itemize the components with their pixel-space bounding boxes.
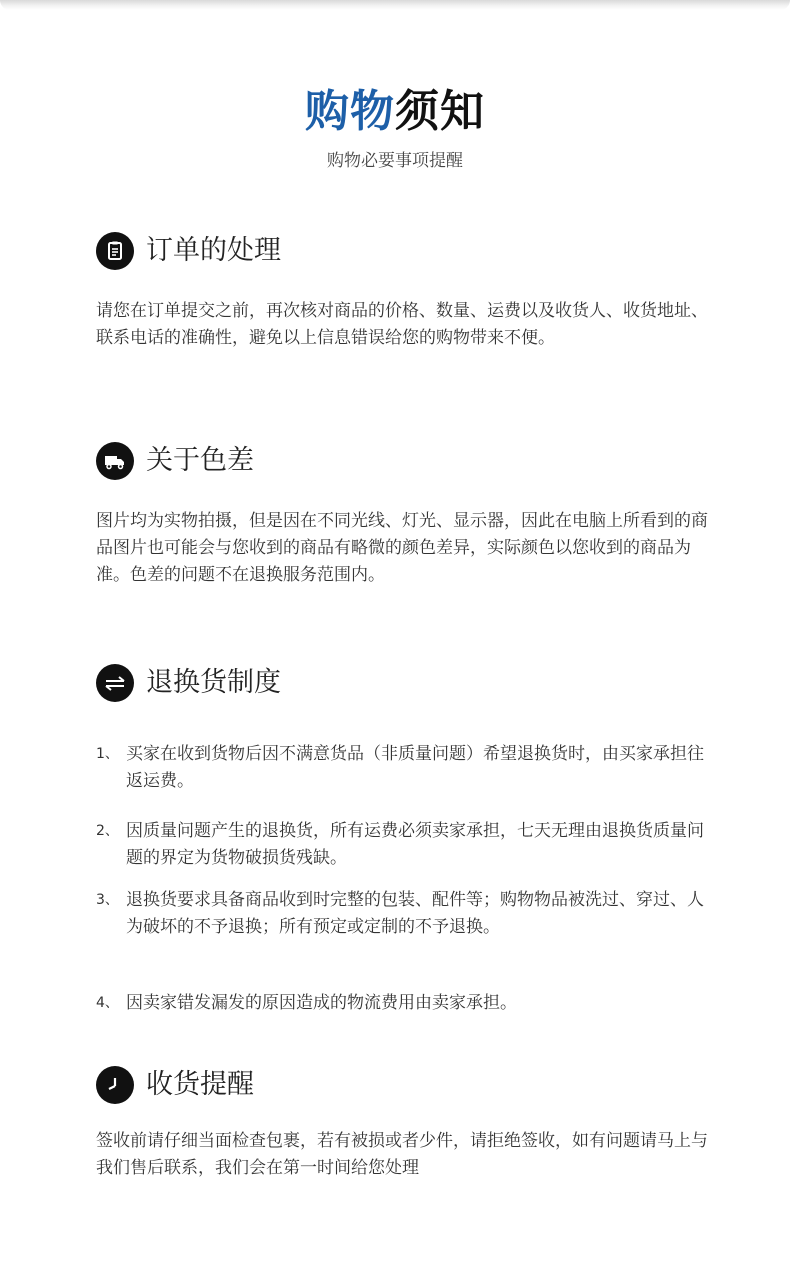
list-item-text: 因卖家错发漏发的原因造成的物流费用由卖家承担。 xyxy=(126,993,517,1013)
list-item-text: 因质量问题产生的退换货，所有运费必须卖家承担，七天无理由退换货质量问题的界定为货物破损货残缺。 xyxy=(126,821,704,868)
page-header xyxy=(0,82,790,174)
list-item-number: 4、 xyxy=(96,995,119,1011)
list-item-text: 买家在收到货物后因不满意货品（非质量问题）希望退换货时，由买家承担往返运费。 xyxy=(126,744,704,791)
list-item-text: 退换货要求具备商品收到时完整的包装、配件等；购物物品被洗过、穿过、人为破坏的不予退换；所有预定或定制的不予退换。 xyxy=(126,890,704,937)
list-item xyxy=(96,990,716,1017)
page-title-accent: 购物 xyxy=(305,86,395,137)
list-item-number: 2、 xyxy=(96,823,119,839)
section-title: 订单的处理 xyxy=(146,235,281,266)
list-item-number: 3、 xyxy=(96,892,119,908)
list-item xyxy=(96,741,716,795)
document-icon xyxy=(96,232,134,270)
page-title-rest: 须知 xyxy=(395,86,485,137)
clock-icon xyxy=(96,1066,134,1104)
section-body: 请您在订单提交之前，再次核对商品的价格、数量、运费以及收货人、收货地址、联系电话的准确性，避免以上信息错误给您的购物带来不便。 xyxy=(96,301,708,348)
truck-icon xyxy=(96,442,134,480)
section-title: 收货提醒 xyxy=(146,1069,254,1100)
section-title: 退换货制度 xyxy=(146,667,281,698)
list-item xyxy=(96,887,716,941)
section-order-processing xyxy=(96,229,281,273)
section-body: 签收前请仔细当面检查包裹，若有被损或者少件，请拒绝签收，如有问题请马上与我们售后联系，我们会在第一时间给您处理 xyxy=(96,1131,708,1178)
section-title: 关于色差 xyxy=(146,445,254,476)
section-color-difference xyxy=(96,439,254,483)
page-subtitle: 购物必要事项提醒 xyxy=(327,151,463,171)
page-title xyxy=(0,82,790,142)
list-item xyxy=(96,818,716,872)
section-body: 图片均为实物拍摄，但是因在不同光线、灯光、显示器，因此在电脑上所看到的商品图片也可能会与您收到的商品有略微的颜色差异，实际颜色以您收到的商品为准。色差的问题不在退换服务范围内。 xyxy=(96,511,708,585)
list-item-number: 1、 xyxy=(96,746,119,762)
exchange-icon xyxy=(96,664,134,702)
section-return-policy xyxy=(96,661,281,705)
top-shadow-divider xyxy=(0,0,790,10)
section-receipt-reminder xyxy=(96,1063,254,1107)
